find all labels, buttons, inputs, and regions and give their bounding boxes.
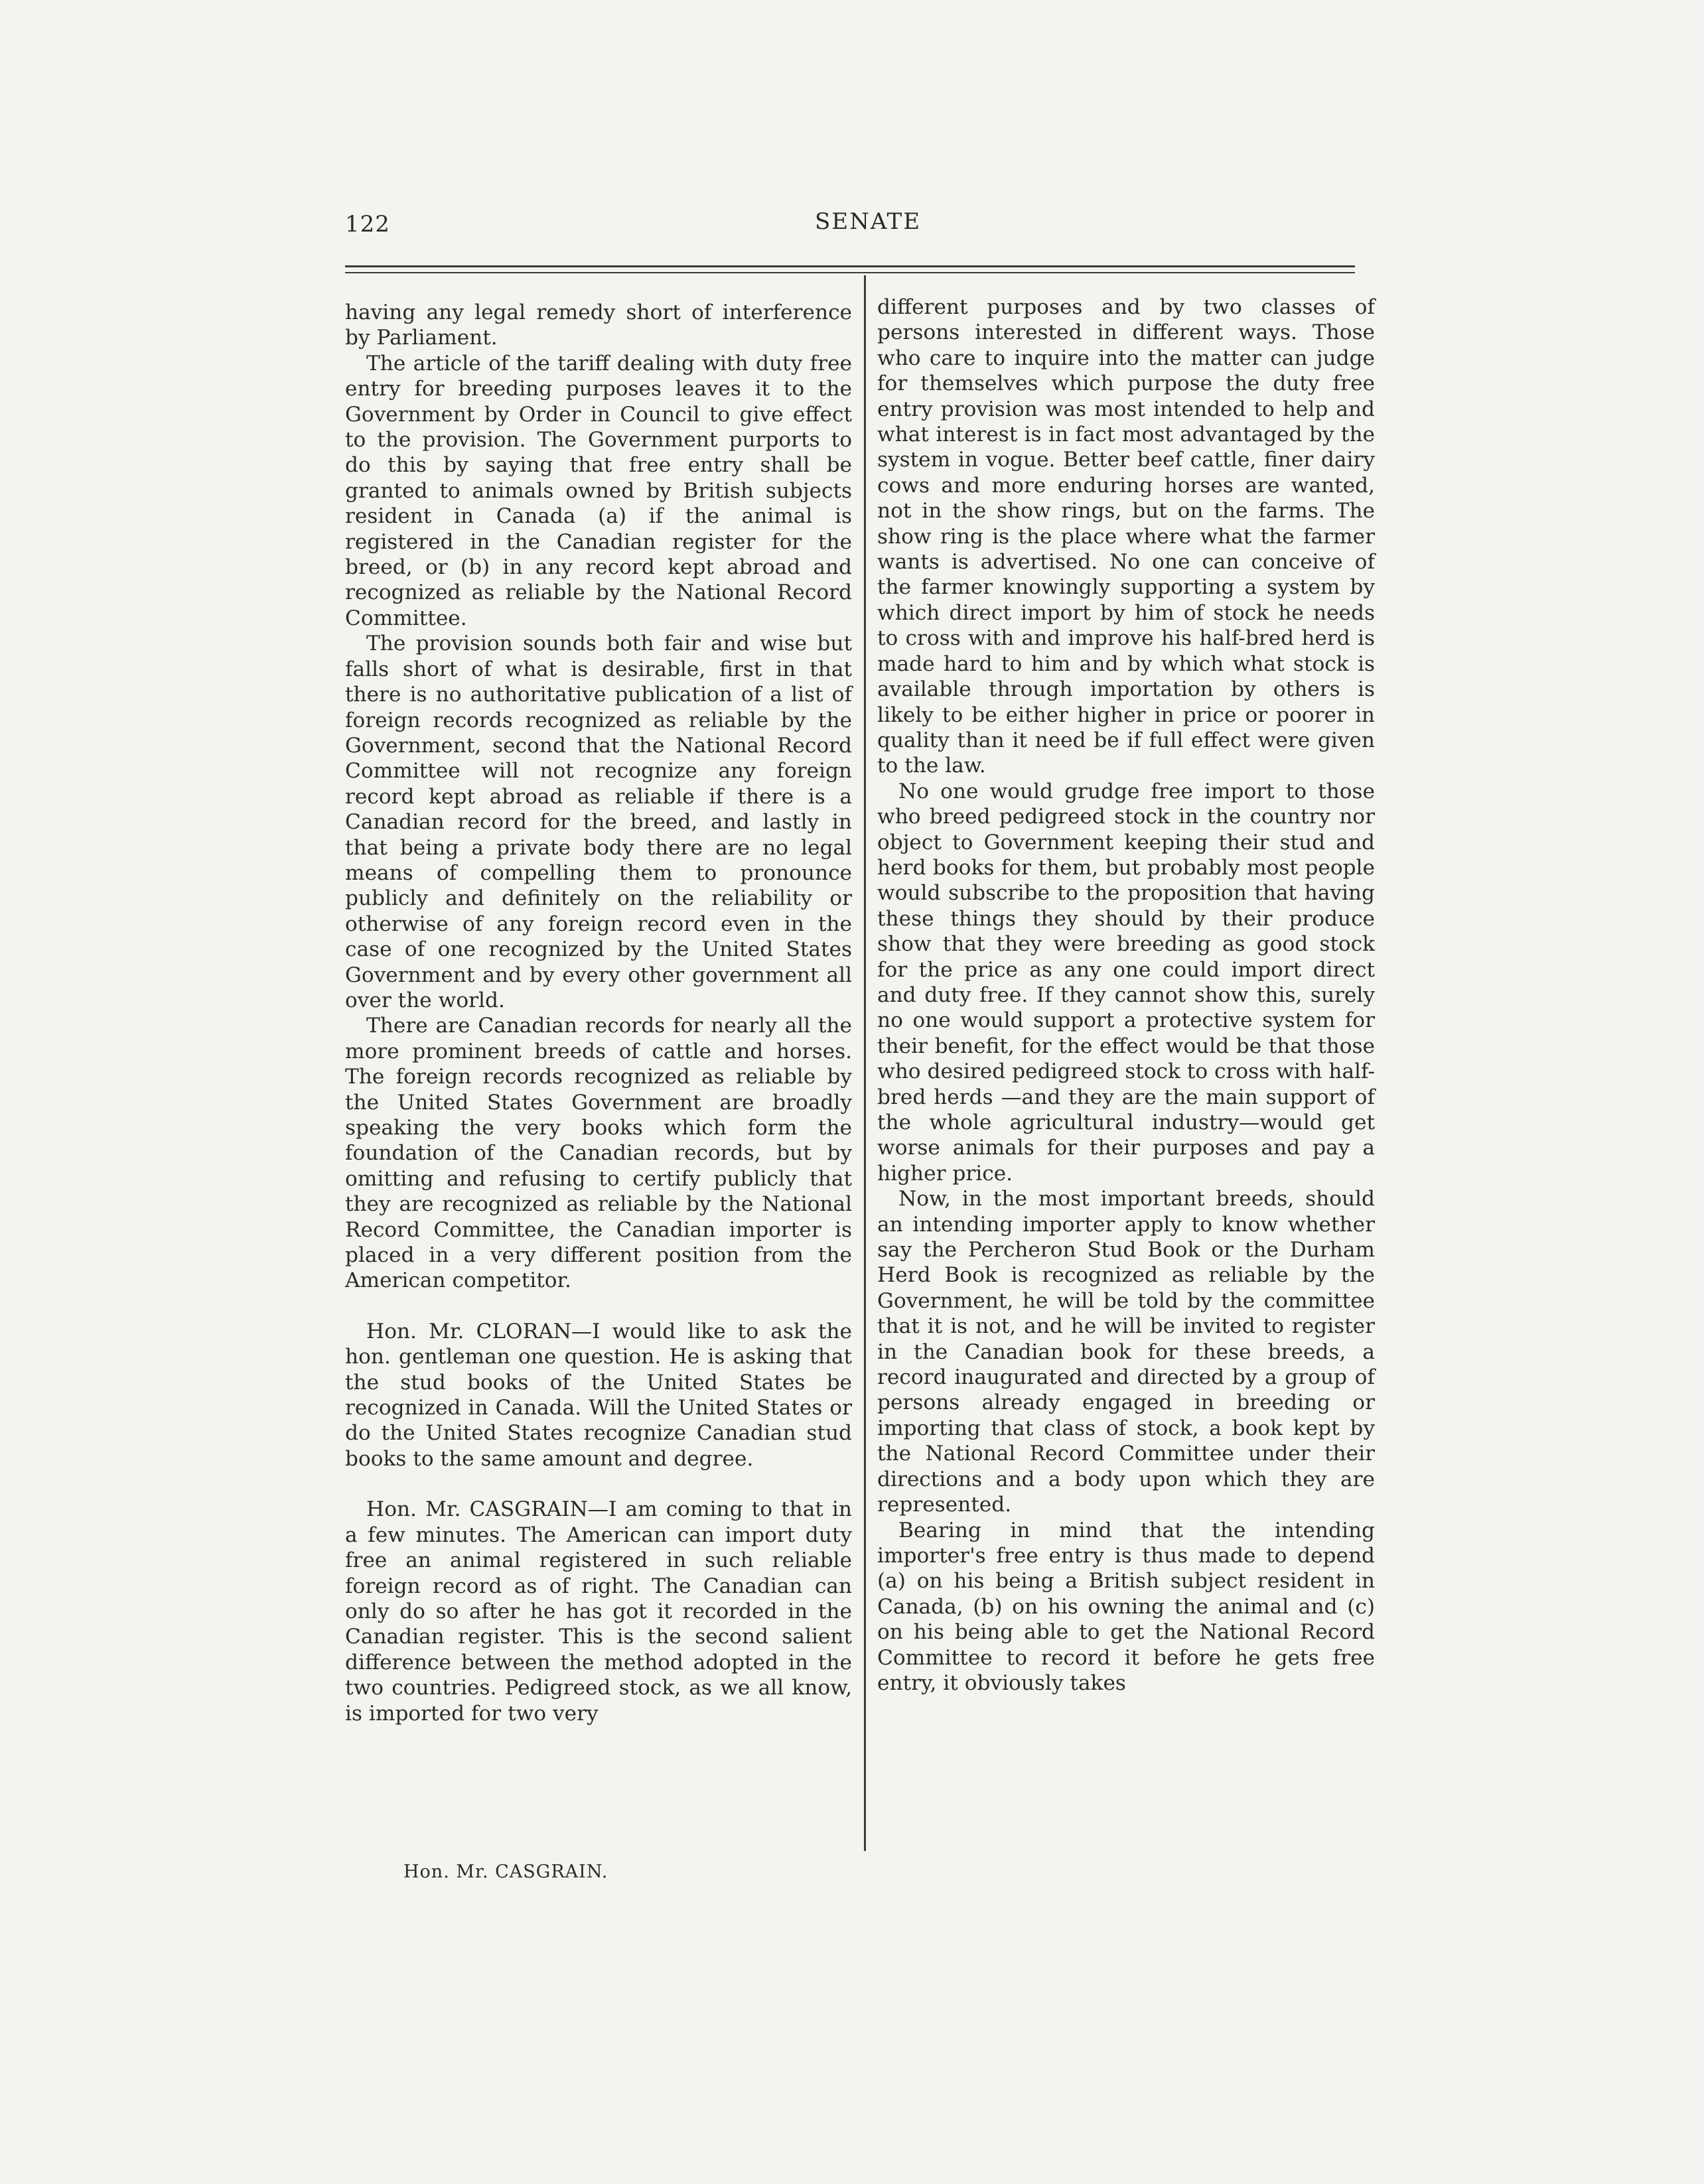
speech-paragraph: Hon. Mr. CASGRAIN—I am coming to that in a few minutes. The American can import duty free an animal registered in such reliable foreign record as of right. The Canadian can only do so after he has got it recorded in the Canadian register. This is the second salient difference between the method adopted in the two countries. Pedigreed stock, as we all know, is imported for two very	[345, 1497, 852, 1726]
column-divider	[864, 275, 866, 1851]
speech-paragraph: Hon. Mr. CLORAN—I would like to ask the hon. gentleman one question. He is asking that the stud books of the United States be recognized in Canada. Will the United States or do the United States recognize Canadian stud books to the same amount and degree.	[345, 1319, 852, 1471]
page-number: 122	[345, 211, 390, 238]
paragraph: having any legal remedy short of interference by Parliament.	[345, 301, 852, 350]
header-rule	[345, 265, 1355, 267]
paragraph: different purposes and by two classes of persons interested in different ways. Those who care to inquire into the matter can judge for themselves which purpose the duty free entry provision was most intended to help and what interest is in fact most advantaged by the system in vogue. Better beef cattle, finer dairy cows and more enduring horses are wanted, not in the show rings, but on the farms. The show ring is the place where what the farmer wants is advertised. No one can conceive of the farmer knowingly supporting a system by which direct import by him of stock he needs to cross with and improve his half-bred herd is made hard to him and by which what stock is available through importation by others is likely to be either higher in price or poorer in quality than it need be if full effect were given to the law.	[877, 295, 1375, 778]
paragraph: The provision sounds both fair and wise but falls short of what is desirable, first in that there is no authoritative publication of a list of foreign records recognized as reliable by the Government, second that the National Record Committee will not recognize any foreign record kept abroad as reliable if there is a Canadian record for the breed, and lastly in that being a private body there are no legal means of compelling them to pronounce publicly and definitely on the reliability or otherwise of any foreign record even in the case of one recognized by the United States Government and by every other government all over the world.	[345, 632, 852, 1012]
paragraph: The article of the tariff dealing with duty free entry for breeding purposes leaves it to the Government by Order in Council to give effect to the provision. The Government purports to do this by saying that free entry shall be granted to animals owned by British subjects resident in Canada (a) if the animal is registered in the Canadian register for the breed, or (b) in any record kept abroad and recognized as reliable by the National Record Committee.	[345, 351, 852, 630]
footer-speaker-line: Hon. Mr. CASGRAIN.	[403, 1862, 608, 1882]
paragraph: There are Canadian records for nearly all the more prominent breeds of cattle and horses. The foreign records recognized as reliable by the United States Government are broadly speaking the very books which form the foundation of the Canadian records, but by omitting and refusing to certify publicly that they are recognized as reliable by the National Record Committee, the Canadian importer is placed in a very different position from the American competitor.	[345, 1014, 852, 1293]
paragraph: No one would grudge free import to those who breed pedigreed stock in the country nor object to Government keeping their stud and herd books for them, but probably most people would subscribe to the proposition that having these things they should by their produce show that they were breeding as good stock for the price as any one could import direct and duty free. If they cannot show this, surely no one would support a protective system for their benefit, for the effect would be that those who desired pedigreed stock to cross with half-bred herds —and they are the main support of the whole agricultural industry—would get worse animals for their purposes and pay a higher price.	[877, 779, 1375, 1186]
right-column	[877, 295, 1375, 1696]
header-rule-double	[345, 272, 1355, 273]
paragraph: Bearing in mind that the intending importer's free entry is thus made to depend (a) on his being a British subject resident in Canada, (b) on his owning the animal and (c) on his being able to get the National Record Committee to record it before he gets free entry, it obviously takes	[877, 1518, 1375, 1695]
paragraph: Now, in the most important breeds, should an intending importer apply to know whether say the Percheron Stud Book or the Durham Herd Book is recognized as reliable by the Government, he will be told by the committee that it is not, and he will be invited to register in the Canadian book for these breeds, a record inaugurated and directed by a group of persons already engaged in breeding or importing that class of stock, a book kept by the National Record Committee under their directions and a body upon which they are represented.	[877, 1187, 1375, 1517]
running-title: SENATE	[815, 208, 922, 235]
left-column	[345, 300, 852, 1726]
